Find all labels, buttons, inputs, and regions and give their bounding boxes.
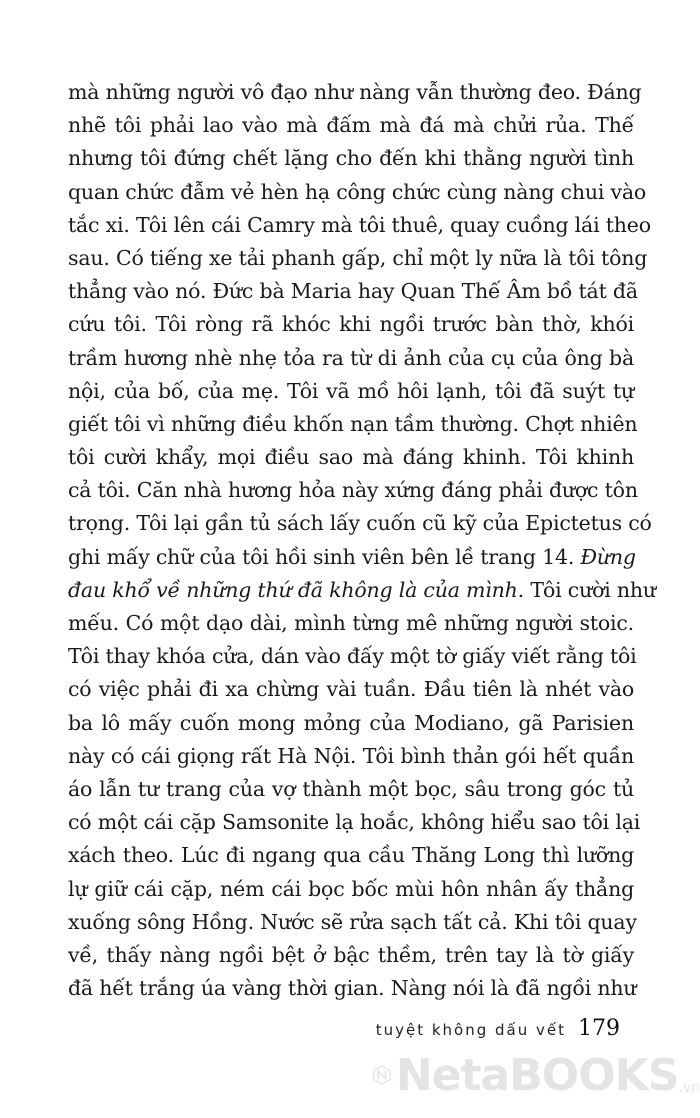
italic-quote-end: đau khổ về những thứ đã không là của mình. bbox=[68, 577, 524, 602]
text-line: mếu. Có một dạo dài, mình từng mê những người stoic. bbox=[68, 611, 634, 635]
text-line: xuống sông Hồng. Nước sẽ rửa sạch tất cả. Khi tôi quay bbox=[68, 909, 637, 934]
text-line: mà những người vô đạo như nàng vẫn thường đeo. Đáng bbox=[68, 80, 642, 104]
text-line: áo lẫn tư trang của vợ thành một bọc, sâu trong góc tủ bbox=[68, 776, 634, 801]
text-line: này có cái giọng rất Hà Nội. Tôi bình thản gói hết quần bbox=[68, 743, 634, 768]
text-line: giết tôi vì những điều khốn nạn tầm thường. Chợt nhiên bbox=[68, 411, 638, 436]
text-line: nội, của bố, của mẹ. Tôi vã mồ hôi lạnh, tôi đã suýt tự bbox=[68, 378, 634, 403]
text-line: quan chức đẫm vẻ hèn hạ công chức cùng nàng chui vào bbox=[68, 179, 647, 204]
text-line-with-italic bbox=[68, 541, 634, 574]
text-line: ba lô mấy cuốn mong mỏng của Modiano, gã Parisien bbox=[68, 710, 634, 735]
body-text bbox=[68, 76, 656, 1005]
text-segment: Tôi cười như bbox=[530, 577, 656, 602]
text-line: sau. Có tiếng xe tải phanh gấp, chỉ một ly nữa là tôi tông bbox=[68, 245, 648, 270]
italic-quote-start: Đừng bbox=[580, 544, 636, 569]
page-footer bbox=[330, 1016, 620, 1056]
text-line: cứu tôi. Tôi ròng rã khóc khi ngồi trước bàn thờ, khói bbox=[68, 312, 634, 337]
text-line: nhẽ tôi phải lao vào mà đấm mà đá mà chửi rủa. Thế bbox=[68, 113, 634, 138]
text-line: trọng. Tôi lại gần tủ sách lấy cuốn cũ kỹ của Epictetus có bbox=[68, 511, 652, 536]
text-line: có một cái cặp Samsonite lạ hoắc, không hiểu sao tôi lại bbox=[68, 810, 641, 835]
text-line: tôi cười khẩy, mọi điều sao mà đáng khinh. Tôi khinh bbox=[68, 445, 634, 470]
text-line: Tôi thay khóa cửa, dán vào đấy một tờ giấy viết rằng tôi bbox=[68, 644, 637, 669]
text-line: cả tôi. Căn nhà hương hỏa này xứng đáng phải được tôn bbox=[68, 478, 638, 503]
running-title: tuyệt không dấu vết bbox=[375, 1021, 566, 1039]
text-line: thẳng vào nó. Đức bà Maria hay Quan Thế Âm bồ tát đã bbox=[68, 279, 638, 304]
text-line-with-italic bbox=[68, 574, 656, 607]
text-line: lự giữ cái cặp, ném cái bọc bốc mùi hôn nhân ấy thẳng bbox=[68, 876, 634, 901]
text-line: có việc phải đi xa chừng vài tuần. Đầu tiên là nhét vào bbox=[68, 677, 634, 702]
text-line: về, thấy nàng ngồi bệt ở bậc thềm, trên tay là tờ giấy bbox=[68, 942, 634, 967]
text-line: tắc xi. Tôi lên cái Camry mà tôi thuê, quay cuồng lái theo bbox=[68, 212, 651, 237]
text-line: nhưng tôi đứng chết lặng cho đến khi thằng người tình bbox=[68, 146, 634, 171]
text-line: xách theo. Lúc đi ngang qua cầu Thăng Long thì lưỡng bbox=[68, 843, 634, 868]
watermark-brand: NetaBOOKS bbox=[395, 1049, 679, 1101]
watermark-suffix: .vn bbox=[678, 1080, 700, 1096]
page-number: 179 bbox=[578, 1016, 620, 1041]
text-line: đã hết trắng úa vàng thời gian. Nàng nói là đã ngồi như bbox=[68, 976, 637, 1001]
text-line: trầm hương nhè nhẹ tỏa ra từ di ảnh của cụ của ông bà bbox=[68, 345, 634, 370]
text-segment: ghi mấy chữ của tôi hồi sinh viên bên lề trang 14. bbox=[68, 544, 575, 569]
